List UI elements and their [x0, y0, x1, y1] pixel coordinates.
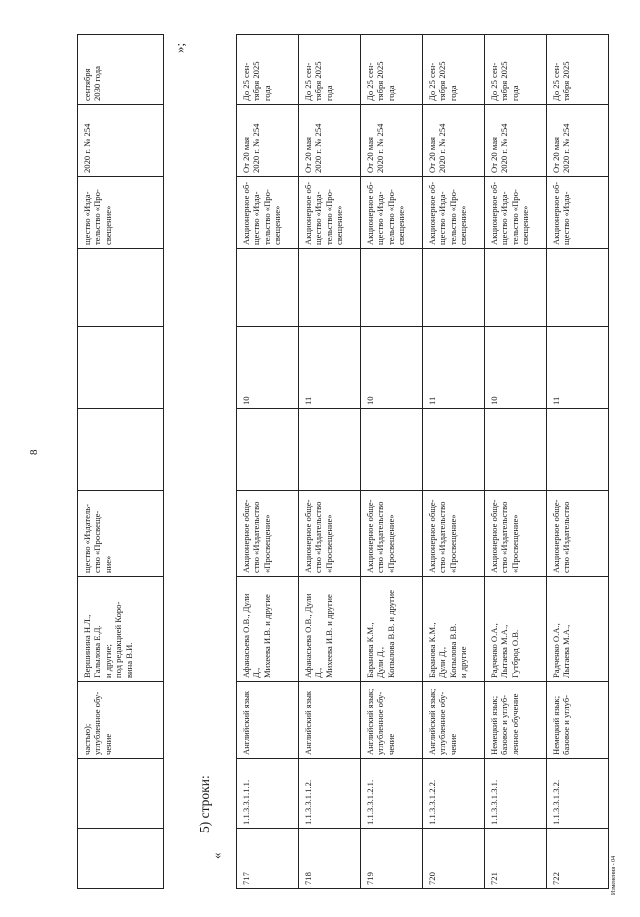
- main-cell-authors: Радченко О.А., Лытаева М.А., Гутброд О.В.: [489, 623, 520, 678]
- main-cell-subject: Немецкий язык; базовое и углуб- ленное обучение: [489, 693, 520, 755]
- main-cell-term: До 25 сен- тября 2025 года: [427, 61, 458, 101]
- top-column-rule: [77, 576, 164, 577]
- main-cell-order: От 20 мая 2020 г. № 254: [489, 123, 510, 173]
- top-column-rule: [77, 828, 164, 829]
- top-cell-col-7: [82, 252, 161, 323]
- main-cell-authors: Баранова К.М., Дули Д., Копылова В.В. и другие: [365, 590, 396, 678]
- main-column-rule: [236, 490, 609, 491]
- main-cell-organization: Акционерное об- щество «Изда- тельство «Про- свещение»: [427, 181, 469, 245]
- top-column-rule: [77, 104, 164, 105]
- main-cell-organization: Акционерное об- щество «Изда-: [551, 181, 572, 245]
- main-cell-grade: 11: [551, 396, 561, 405]
- main-column-rule: [236, 888, 609, 889]
- main-cell-subject: Английский язык; углубленное обу- чение: [427, 688, 458, 755]
- top-column-rule: [77, 34, 164, 35]
- main-cell-grade: 10: [241, 396, 251, 405]
- main-cell-order: От 20 мая 2020 г. № 254: [427, 123, 448, 173]
- main-cell-term: До 25 сен- тября 2025 года: [365, 61, 396, 101]
- main-column-rule: [236, 576, 609, 577]
- top-cell-row-number: [82, 832, 161, 885]
- main-cell-row-number: 717: [241, 872, 251, 885]
- main-cell-publisher: Акционерное обще- ство «Издательство «Просвещение»: [303, 499, 334, 573]
- top-column-rule: [77, 758, 164, 759]
- main-column-rule: [236, 34, 609, 35]
- top-cell-order: 2020 г. № 254: [82, 123, 92, 173]
- top-cell-grade: [82, 330, 161, 405]
- main-cell-term: До 25 сен- тября 2025: [551, 61, 572, 101]
- main-cell-order: От 20 мая 2020 г. № 254: [303, 123, 324, 173]
- main-cell-grade: 11: [303, 396, 313, 405]
- page-number: 8: [28, 449, 40, 455]
- main-cell-code: 1.1.3.3.1.2.2.: [427, 779, 437, 825]
- main-cell-authors: Радченко О.А., Лытаева М.А.,: [551, 623, 572, 678]
- main-cell-term: До 25 сен- тября 2025 года: [241, 61, 272, 101]
- main-cell-organization: Акционерное об- щество «Изда- тельство «Про- свещение»: [489, 181, 531, 245]
- top-column-rule: [77, 888, 164, 889]
- top-cell-subject: частью); углубленное обу- чение: [82, 691, 113, 755]
- main-cell-organization: Акционерное об- щество «Изда- тельство «Про- свещение»: [303, 181, 345, 245]
- main-cell-code: 1.1.3.3.1.1.2.: [303, 779, 313, 825]
- main-cell-row-number: 722: [551, 872, 561, 885]
- main-cell-authors: Баранова К.М., Дули Д., Копылова В.В. и другие: [427, 622, 469, 678]
- top-column-rule: [77, 248, 164, 249]
- main-row-rule: [422, 35, 423, 889]
- main-row-rule: [236, 35, 237, 889]
- main-cell-subject: Английский язык; углубленное обу- чение: [365, 688, 396, 755]
- main-cell-grade: 11: [427, 396, 437, 405]
- main-row-rule: [608, 35, 609, 889]
- main-cell-authors: Афанасьева О.В., Дули Д., Михеева И.В. и другие: [303, 593, 334, 678]
- main-cell-code: 1.1.3.3.1.3.2.: [551, 779, 561, 825]
- main-cell-publisher: Акционерное обще- ство «Издательство «Просвещение»: [365, 499, 396, 573]
- main-row-rule: [484, 35, 485, 889]
- main-column-rule: [236, 326, 609, 327]
- main-cell-term: До 25 сен- тября 2025 года: [489, 61, 520, 101]
- page-footer: Изменения - 04: [611, 855, 617, 895]
- main-column-rule: [236, 104, 609, 105]
- main-row-rule: [298, 35, 299, 889]
- main-cell-code: 1.1.3.3.1.1.1.: [241, 779, 251, 825]
- main-cell-subject: Немецкий язык; базовое и углуб-: [551, 694, 572, 755]
- top-column-rule: [77, 490, 164, 491]
- main-cell-row-number: 718: [303, 872, 313, 885]
- main-cell-publisher: Акционерное обще- ство «Издательство «Просвещение»: [241, 499, 272, 573]
- top-column-rule: [77, 176, 164, 177]
- top-row-rule: [163, 35, 164, 889]
- main-cell-organization: Акционерное об- щество «Изда- тельство «Про- свещение»: [365, 181, 407, 245]
- main-cell-code: 1.1.3.3.1.3.1.: [489, 779, 499, 825]
- main-column-rule: [236, 681, 609, 682]
- top-cell-term: сентября 2030 года: [82, 66, 103, 101]
- main-column-rule: [236, 408, 609, 409]
- main-cell-publisher: Акционерное обще- ство «Издательство: [551, 499, 572, 573]
- quote-close-mark: »;: [172, 42, 187, 53]
- main-column-rule: [236, 176, 609, 177]
- top-column-rule: [77, 326, 164, 327]
- top-cell-authors: Вершинина Н.Л., Галылова Е.Д. и другие; под редакцией Коро- вина В.И.: [82, 601, 134, 678]
- main-cell-row-number: 721: [489, 872, 499, 885]
- top-column-rule: [77, 681, 164, 682]
- main-cell-grade: 10: [489, 396, 499, 405]
- main-cell-row-number: 719: [365, 872, 375, 885]
- main-row-rule: [360, 35, 361, 889]
- main-cell-order: От 20 мая 2020 г. № 254: [551, 123, 572, 173]
- main-cell-row-number: 720: [427, 872, 437, 885]
- top-column-rule: [77, 408, 164, 409]
- section-heading: 5) строки:: [197, 775, 212, 833]
- top-cell-organization: щество «Изда- тельство «Про- свещение»: [82, 189, 113, 245]
- main-column-rule: [236, 248, 609, 249]
- main-cell-subject: Английский язык: [241, 690, 251, 755]
- top-row-rule: [77, 35, 78, 889]
- main-cell-publisher: Акционерное обще- ство «Издательство «Просвещение»: [427, 499, 458, 573]
- quote-open-mark: «: [209, 852, 224, 859]
- main-cell-subject: Английский язык: [303, 690, 313, 755]
- main-cell-term: До 25 сен- тября 2025 года: [303, 61, 334, 101]
- main-column-rule: [236, 758, 609, 759]
- main-cell-authors: Афанасьева О.В., Дули Д., Михеева И.В. и другие: [241, 593, 272, 678]
- main-cell-grade: 10: [365, 396, 375, 405]
- main-cell-order: От 20 мая 2020 г. № 254: [365, 123, 386, 173]
- main-row-rule: [546, 35, 547, 889]
- main-cell-publisher: Акционерное обще- ство «Издательство «Просвещение»: [489, 499, 520, 573]
- top-cell-publisher: щество «Издатель- ство «Просвеще- ние»: [82, 503, 113, 573]
- main-column-rule: [236, 828, 609, 829]
- top-cell-col-5: [82, 412, 161, 487]
- main-cell-organization: Акционерное об- щество «Изда- тельство «Про- свещение»: [241, 181, 283, 245]
- main-cell-order: От 20 мая 2020 г. № 254: [241, 123, 262, 173]
- main-cell-code: 1.1.3.3.1.2.1.: [365, 779, 375, 825]
